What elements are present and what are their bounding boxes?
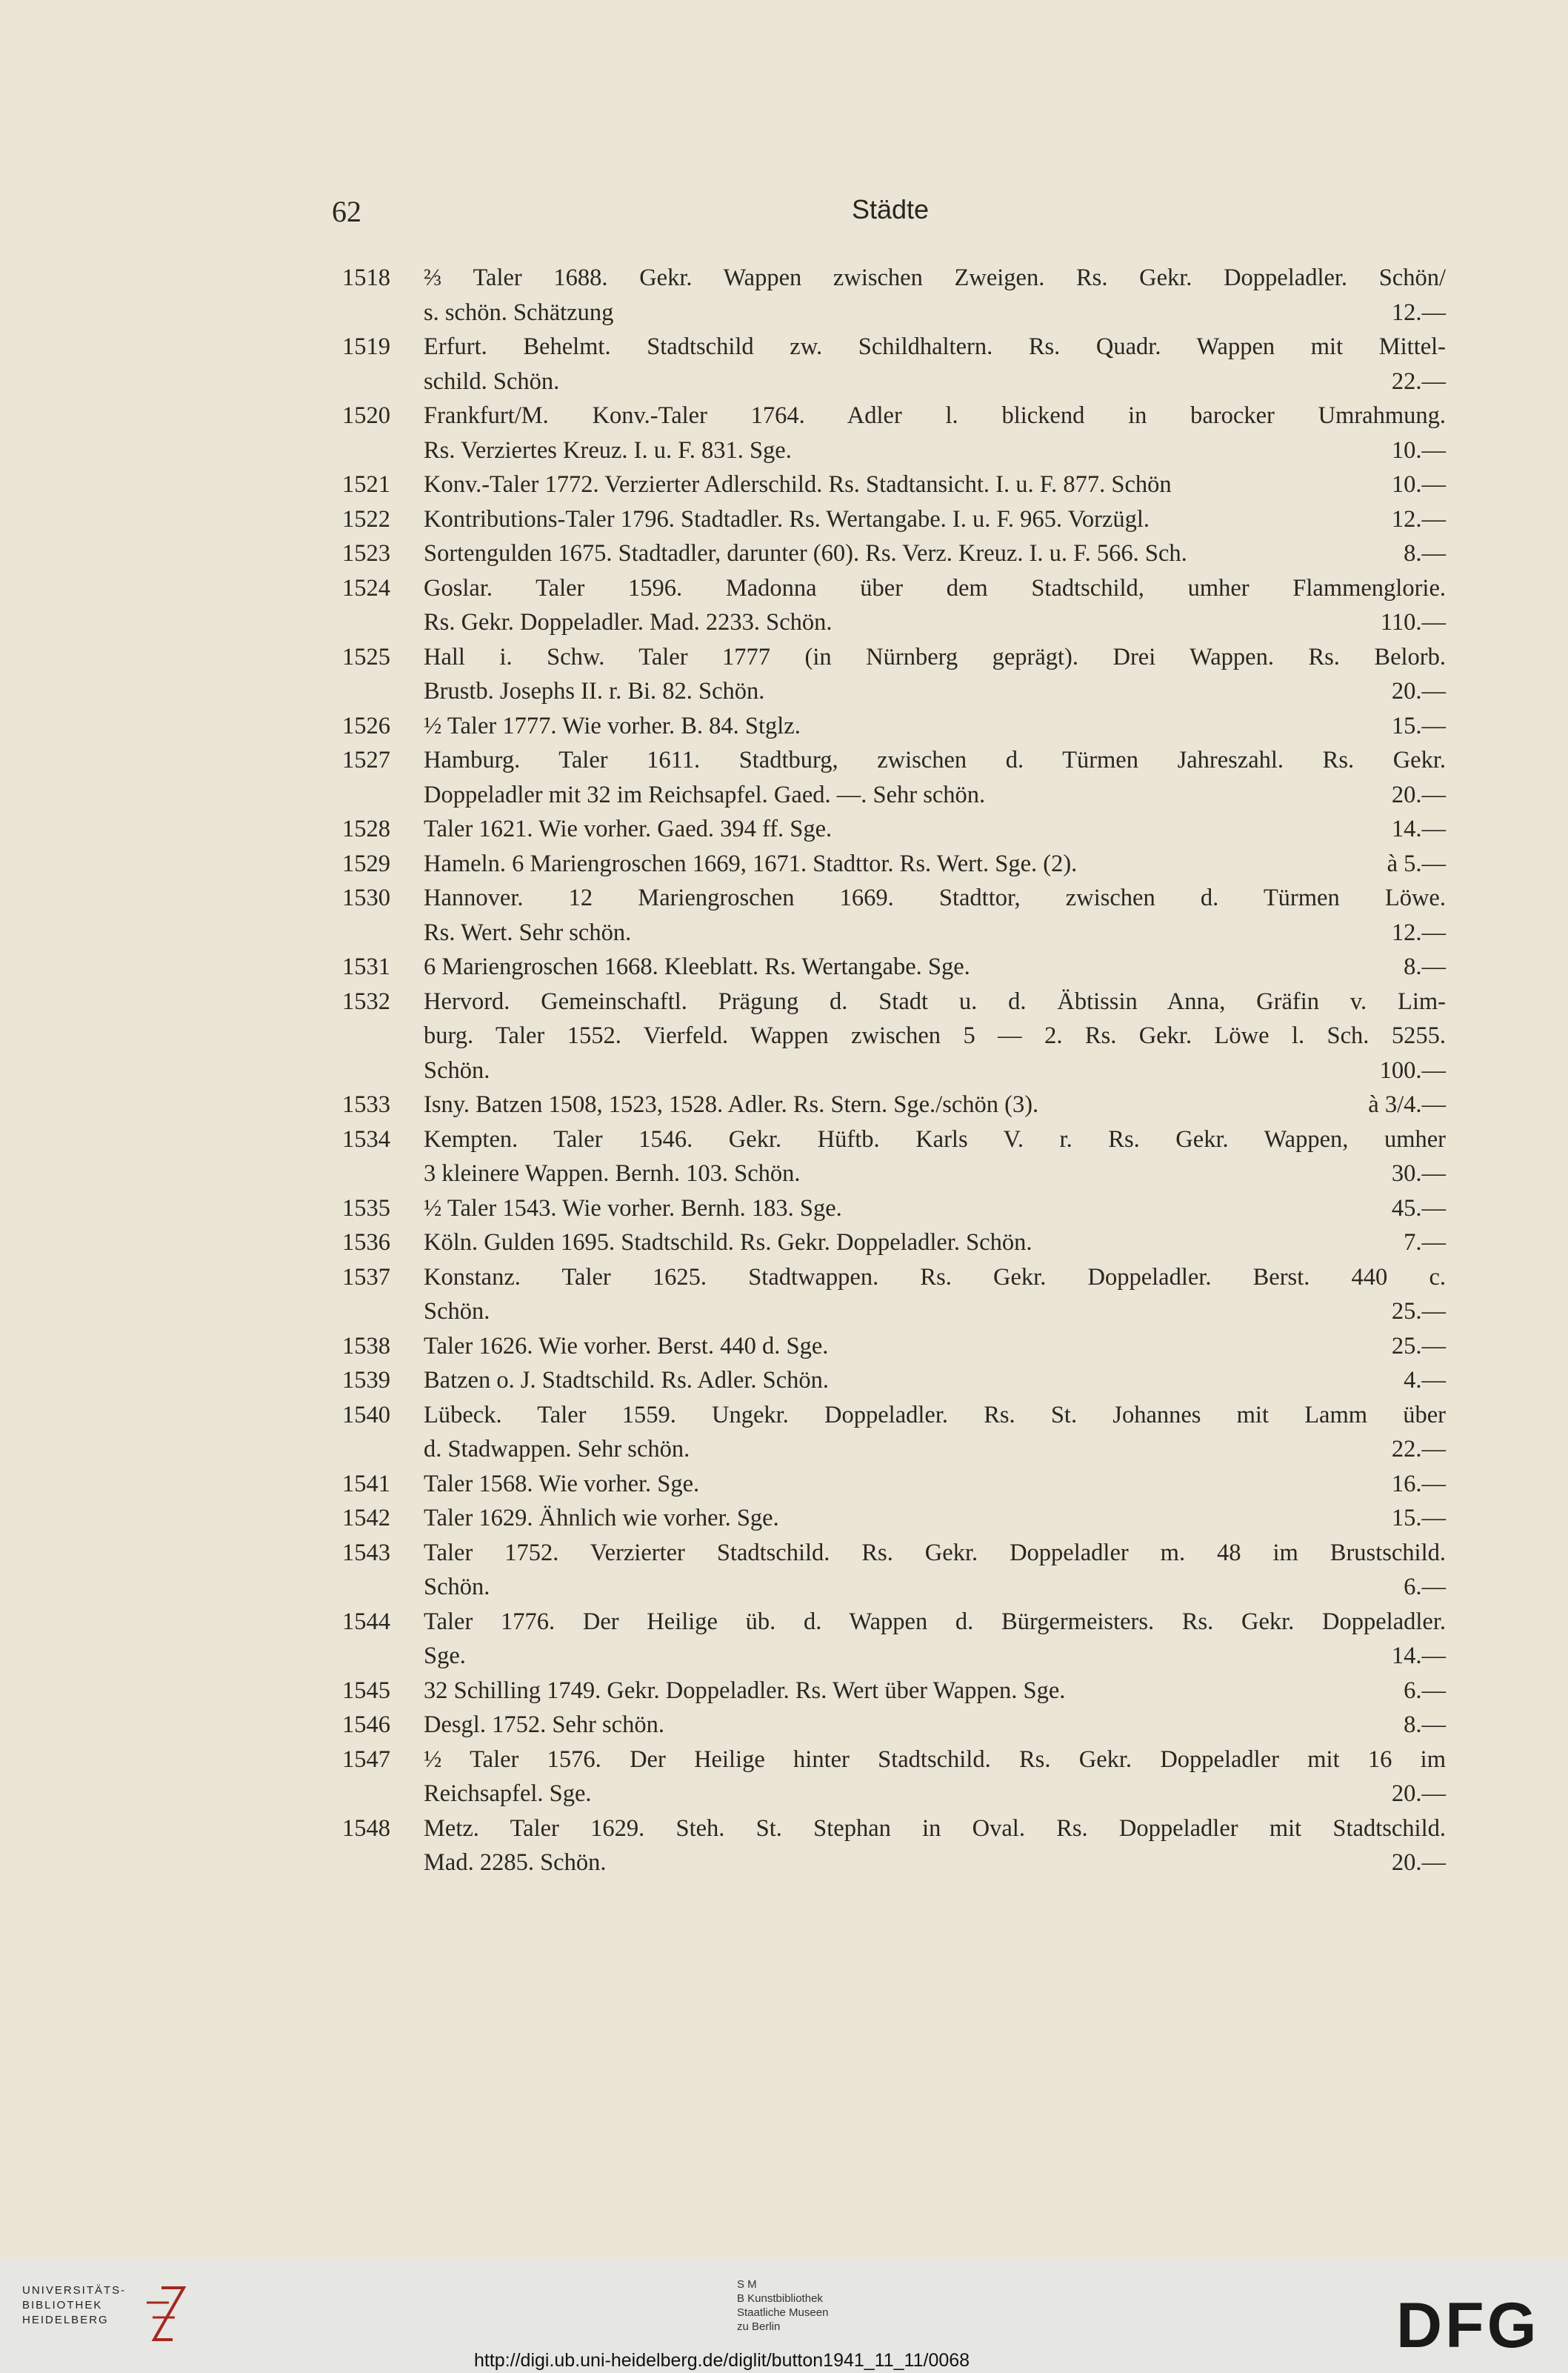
description-line (424, 296, 1446, 330)
entry-description (424, 985, 1446, 1088)
estimate-price: 4.— (1404, 1367, 1446, 1394)
line-text: Köln. Gulden 1695. Stadtschild. Rs. Gekr. Doppeladler. Schön. (424, 1229, 1032, 1256)
line-text: 32 Schilling 1749. Gekr. Doppeladler. Rs. Wert über Wappen. Sge. (424, 1677, 1066, 1704)
estimate-price: 8.— (1404, 1711, 1446, 1738)
estimate-price: 6.— (1404, 1677, 1446, 1704)
entry-description (424, 1501, 1446, 1536)
catalog-entry (342, 985, 1446, 1088)
catalog-entry (342, 709, 1446, 744)
entry-description (424, 1329, 1446, 1364)
lot-number: 1538 (342, 1332, 390, 1359)
lot-number: 1518 (342, 264, 390, 291)
description-line (424, 1122, 1446, 1157)
catalog-entry (342, 950, 1446, 985)
catalog-entry (342, 1122, 1446, 1191)
estimate-price: 7.— (1404, 1229, 1446, 1256)
lot-number: 1532 (342, 988, 390, 1015)
line-text: Hervord. Gemeinschaftl. Prägung d. Stadt u. d. Äbtissin Anna, Gräfin v. Lim- (424, 988, 1446, 1015)
line-text: Konstanz. Taler 1625. Stadtwappen. Rs. Gekr. Doppeladler. Berst. 440 c. (424, 1263, 1446, 1291)
entry-description (424, 1225, 1446, 1260)
line-text: Brustb. Josephs II. r. Bi. 82. Schön. (424, 678, 765, 705)
entry-description (424, 1260, 1446, 1329)
description-line (424, 365, 1446, 399)
description-line (424, 1088, 1446, 1122)
catalog-entry (342, 1467, 1446, 1502)
estimate-price: 22.— (1391, 1436, 1446, 1462)
description-line (424, 1225, 1446, 1260)
university-library-logo[interactable] (22, 2283, 126, 2328)
entry-description (424, 1398, 1446, 1467)
dfg-logo[interactable]: DFG (1396, 2290, 1540, 2361)
catalog-entry (342, 640, 1446, 709)
catalog-entry (342, 502, 1446, 537)
line-text: Desgl. 1752. Sehr schön. (424, 1711, 664, 1738)
estimate-price: 12.— (1391, 505, 1446, 533)
catalog-entry (342, 1329, 1446, 1364)
lot-number: 1537 (342, 1263, 390, 1291)
description-line (424, 1054, 1446, 1088)
entry-description (424, 536, 1446, 571)
line-text: Kempten. Taler 1546. Gekr. Hüftb. Karls V. r. Rs. Gekr. Wappen, umher (424, 1125, 1446, 1153)
catalog-entry (342, 881, 1446, 950)
catalog-entry (342, 261, 1446, 330)
entry-description (424, 502, 1446, 537)
line-text: ½ Taler 1777. Wie vorher. B. 84. Stglz. (424, 712, 801, 739)
description-line (424, 1019, 1446, 1054)
line-text: Taler 1621. Wie vorher. Gaed. 394 ff. Sge. (424, 816, 833, 842)
description-line (424, 536, 1446, 571)
description-line (424, 1605, 1446, 1640)
line-text: Hamburg. Taler 1611. Stadtburg, zwischen d. Türmen Jahreszahl. Rs. Gekr. (424, 747, 1446, 773)
entry-description (424, 1088, 1446, 1122)
lot-number: 1547 (342, 1745, 390, 1773)
catalog-entry (342, 1088, 1446, 1122)
description-line (424, 1432, 1446, 1467)
lot-number: 1533 (342, 1091, 390, 1118)
line-text: Taler 1629. Ähnlich wie vorher. Sge. (424, 1505, 779, 1531)
line-text: d. Stadwappen. Sehr schön. (424, 1436, 690, 1462)
entry-description (424, 261, 1446, 330)
line-text: Frankfurt/M. Konv.-Taler 1764. Adler l. blickend in barocker Umrahmung. (424, 402, 1446, 429)
entry-description (424, 1536, 1446, 1605)
smb-line: B Kunstbibliothek (737, 2292, 823, 2305)
estimate-price: 10.— (1391, 436, 1446, 464)
line-text: Metz. Taler 1629. Steh. St. Stephan in Oval. Rs. Doppeladler mit Stadtschild. (424, 1814, 1446, 1842)
entry-description (424, 881, 1446, 950)
entry-description (424, 1708, 1446, 1743)
lot-number: 1529 (342, 850, 390, 877)
entry-description (424, 571, 1446, 640)
entry-description (424, 1122, 1446, 1191)
catalog-entry (342, 467, 1446, 502)
description-line (424, 709, 1446, 744)
entry-description (424, 1605, 1446, 1674)
estimate-price: 12.— (1391, 919, 1446, 946)
description-line (424, 1501, 1446, 1536)
description-line (424, 1708, 1446, 1743)
estimate-price: 20.— (1391, 678, 1446, 705)
logo-line: HEIDELBERG (22, 2314, 109, 2326)
entry-description (424, 1467, 1446, 1502)
catalog-entry (342, 330, 1446, 399)
description-line (424, 1363, 1446, 1398)
line-text: Mad. 2285. Schön. (424, 1849, 607, 1876)
smb-line: zu Berlin (737, 2320, 781, 2333)
line-text: schild. Schön. (424, 367, 560, 395)
estimate-price: 30.— (1391, 1160, 1446, 1187)
entry-description (424, 847, 1446, 882)
estimate-price: 8.— (1404, 953, 1446, 980)
line-text: 3 kleinere Wappen. Bernh. 103. Schön. (424, 1160, 801, 1187)
estimate-price: 8.— (1404, 540, 1446, 567)
lot-number: 1522 (342, 505, 390, 533)
description-line (424, 1329, 1446, 1364)
lot-number: 1534 (342, 1125, 390, 1153)
lot-number: 1543 (342, 1539, 390, 1566)
catalog-entry (342, 1398, 1446, 1467)
estimate-price: 12.— (1391, 299, 1446, 326)
description-line (424, 1294, 1446, 1329)
lot-number: 1525 (342, 643, 390, 670)
lot-number: 1530 (342, 885, 390, 911)
line-text: Schön. (424, 1056, 490, 1084)
logo-line: BIBLIOTHEK (22, 2299, 103, 2312)
line-text: 6 Mariengroschen 1668. Kleeblatt. Rs. Wertangabe. Sge. (424, 953, 970, 980)
description-line (424, 1811, 1446, 1846)
description-line (424, 571, 1446, 606)
description-line (424, 1777, 1446, 1811)
estimate-price: 20.— (1391, 781, 1446, 808)
line-text: Taler 1626. Wie vorher. Berst. 440 d. Sge. (424, 1332, 829, 1359)
catalog-entry (342, 571, 1446, 640)
description-line (424, 433, 1446, 468)
line-text: Sortengulden 1675. Stadtadler, darunter (60). Rs. Verz. Kreuz. I. u. F. 566. Sch. (424, 540, 1187, 567)
description-line (424, 674, 1446, 709)
description-line (424, 261, 1446, 296)
catalog-entry (342, 1225, 1446, 1260)
catalog-entry (342, 847, 1446, 882)
description-line (424, 1570, 1446, 1605)
line-text: Schön. (424, 1574, 490, 1600)
description-line (424, 467, 1446, 502)
entry-description (424, 1674, 1446, 1708)
description-line (424, 399, 1446, 433)
lot-number: 1541 (342, 1470, 390, 1497)
line-text: burg. Taler 1552. Vierfeld. Wappen zwischen 5 — 2. Rs. Gekr. Löwe l. Sch. 5255. (424, 1022, 1446, 1049)
catalog-entry (342, 1605, 1446, 1674)
lot-number: 1527 (342, 747, 390, 773)
catalog-entry (342, 1536, 1446, 1605)
line-text: Kontributions-Taler 1796. Stadtadler. Rs. Wertangabe. I. u. F. 965. Vorzügl. (424, 505, 1150, 533)
estimate-price: 10.— (1391, 471, 1446, 498)
description-line (424, 1846, 1446, 1880)
entry-description (424, 1811, 1446, 1880)
entry-description (424, 743, 1446, 812)
lot-number: 1520 (342, 402, 390, 429)
lot-number: 1539 (342, 1367, 390, 1394)
smb-line: S M (737, 2278, 757, 2291)
line-text: ⅔ Taler 1688. Gekr. Wappen zwischen Zweigen. Rs. Gekr. Doppeladler. Schön/ (424, 264, 1446, 291)
description-line (424, 778, 1446, 813)
line-text: Rs. Verziertes Kreuz. I. u. F. 831. Sge. (424, 436, 792, 464)
description-line (424, 950, 1446, 985)
catalog-entries (342, 261, 1446, 1880)
estimate-price: 16.— (1391, 1470, 1446, 1497)
entry-description (424, 1743, 1446, 1811)
lot-number: 1524 (342, 574, 390, 602)
lot-number: 1523 (342, 540, 390, 567)
estimate-price: à 3/4.— (1368, 1091, 1446, 1118)
entry-description (424, 330, 1446, 399)
lot-number: 1531 (342, 953, 390, 980)
description-line (424, 881, 1446, 916)
line-text: s. schön. Schätzung (424, 299, 614, 326)
lot-number: 1546 (342, 1711, 390, 1738)
catalog-entry (342, 812, 1446, 847)
line-text: Rs. Wert. Sehr schön. (424, 919, 632, 946)
description-line (424, 1674, 1446, 1708)
catalog-entry (342, 1363, 1446, 1398)
line-text: ½ Taler 1543. Wie vorher. Bernh. 183. Sge. (424, 1194, 842, 1222)
lot-number: 1535 (342, 1194, 390, 1222)
line-text: Rs. Gekr. Doppeladler. Mad. 2233. Schön. (424, 609, 833, 636)
catalog-entry (342, 1708, 1446, 1743)
line-text: Reichsapfel. Sge. (424, 1780, 592, 1807)
estimate-price: 100.— (1379, 1056, 1446, 1084)
estimate-price: 6.— (1404, 1574, 1446, 1600)
description-line (424, 916, 1446, 951)
line-text: Batzen o. J. Stadtschild. Rs. Adler. Schön. (424, 1367, 830, 1394)
estimate-price: 15.— (1391, 1505, 1446, 1531)
entry-description (424, 1363, 1446, 1398)
line-text: Schön. (424, 1298, 490, 1325)
description-line (424, 1639, 1446, 1674)
page-title: Städte (852, 194, 930, 224)
description-line (424, 605, 1446, 640)
line-text: Doppeladler mit 32 im Reichsapfel. Gaed. —. Sehr schön. (424, 781, 986, 808)
entry-description (424, 467, 1446, 502)
estimate-price: 45.— (1391, 1194, 1446, 1222)
catalog-entry (342, 1191, 1446, 1226)
estimate-price: 20.— (1391, 1849, 1446, 1876)
lot-number: 1526 (342, 712, 390, 739)
description-line (424, 812, 1446, 847)
description-line (424, 743, 1446, 778)
description-line (424, 640, 1446, 675)
description-line (424, 847, 1446, 882)
line-text: Sge. (424, 1643, 466, 1669)
smb-logo[interactable] (737, 2277, 828, 2334)
line-text: Konv.-Taler 1772. Verzierter Adlerschild. Rs. Stadtansicht. I. u. F. 877. Schön (424, 471, 1172, 498)
lot-number: 1544 (342, 1608, 390, 1635)
description-line (424, 1536, 1446, 1571)
catalog-entry (342, 1743, 1446, 1811)
line-text: Taler 1568. Wie vorher. Sge. (424, 1470, 700, 1497)
catalog-entry (342, 399, 1446, 467)
logo-line: UNIVERSITÄTS- (22, 2284, 127, 2297)
catalog-entry (342, 1260, 1446, 1329)
lot-number: 1545 (342, 1677, 390, 1704)
footer-bar (0, 2260, 1568, 2373)
description-line (424, 1467, 1446, 1502)
estimate-price: 25.— (1391, 1298, 1446, 1325)
estimate-price: à 5.— (1387, 850, 1446, 877)
entry-description (424, 399, 1446, 467)
description-line (424, 502, 1446, 537)
estimate-price: 14.— (1391, 1643, 1446, 1669)
line-text: Taler 1776. Der Heilige üb. d. Wappen d. Bürgermeisters. Rs. Gekr. Doppeladler. (424, 1608, 1446, 1635)
estimate-price: 22.— (1391, 367, 1446, 395)
description-line (424, 330, 1446, 365)
catalog-entry (342, 1501, 1446, 1536)
entry-description (424, 1191, 1446, 1226)
line-text: Erfurt. Behelmt. Stadtschild zw. Schildhaltern. Rs. Quadr. Wappen mit Mittel- (424, 333, 1446, 360)
line-text: Hall i. Schw. Taler 1777 (in Nürnberg geprägt). Drei Wappen. Rs. Belorb. (424, 643, 1446, 670)
page-url-link[interactable]: http://digi.ub.uni-heidelberg.de/diglit/button1941_11_11/0068 (474, 2350, 970, 2371)
line-text: Hameln. 6 Mariengroschen 1669, 1671. Stadttor. Rs. Wert. Sge. (2). (424, 850, 1078, 877)
library-mark-icon (139, 2280, 191, 2347)
estimate-price: 110.— (1380, 609, 1446, 636)
line-text: Lübeck. Taler 1559. Ungekr. Doppeladler. Rs. St. Johannes mit Lamm über (424, 1401, 1446, 1428)
entry-description (424, 812, 1446, 847)
description-line (424, 1191, 1446, 1226)
line-text: Goslar. Taler 1596. Madonna über dem Stadtschild, umher Flammenglorie. (424, 574, 1446, 602)
lot-number: 1536 (342, 1229, 390, 1256)
description-line (424, 1156, 1446, 1191)
line-text: Taler 1752. Verzierter Stadtschild. Rs. Gekr. Doppeladler m. 48 im Brustschild. (424, 1539, 1446, 1566)
line-text: Hannover. 12 Mariengroschen 1669. Stadttor, zwischen d. Türmen Löwe. (424, 885, 1446, 911)
estimate-price: 20.— (1391, 1780, 1446, 1807)
lot-number: 1540 (342, 1401, 390, 1428)
description-line (424, 1260, 1446, 1295)
estimate-price: 15.— (1391, 712, 1446, 739)
description-line (424, 1398, 1446, 1433)
catalog-entry (342, 1811, 1446, 1880)
lot-number: 1521 (342, 471, 390, 498)
line-text: ½ Taler 1576. Der Heilige hinter Stadtschild. Rs. Gekr. Doppeladler mit 16 im (424, 1745, 1446, 1773)
lot-number: 1542 (342, 1505, 390, 1531)
catalog-entry (342, 1674, 1446, 1708)
entry-description (424, 709, 1446, 744)
catalog-entry (342, 743, 1446, 812)
catalog-entry (342, 536, 1446, 571)
line-text: Isny. Batzen 1508, 1523, 1528. Adler. Rs. Stern. Sge./schön (3). (424, 1091, 1039, 1118)
estimate-price: 14.— (1391, 816, 1446, 842)
entry-description (424, 640, 1446, 709)
lot-number: 1528 (342, 816, 390, 842)
lot-number: 1548 (342, 1814, 390, 1842)
entry-description (424, 950, 1446, 985)
page-number: 62 (332, 195, 361, 228)
estimate-price: 25.— (1391, 1332, 1446, 1359)
description-line (424, 1743, 1446, 1777)
smb-line: Staatliche Museen (737, 2306, 829, 2319)
description-line (424, 985, 1446, 1019)
lot-number: 1519 (342, 333, 390, 360)
